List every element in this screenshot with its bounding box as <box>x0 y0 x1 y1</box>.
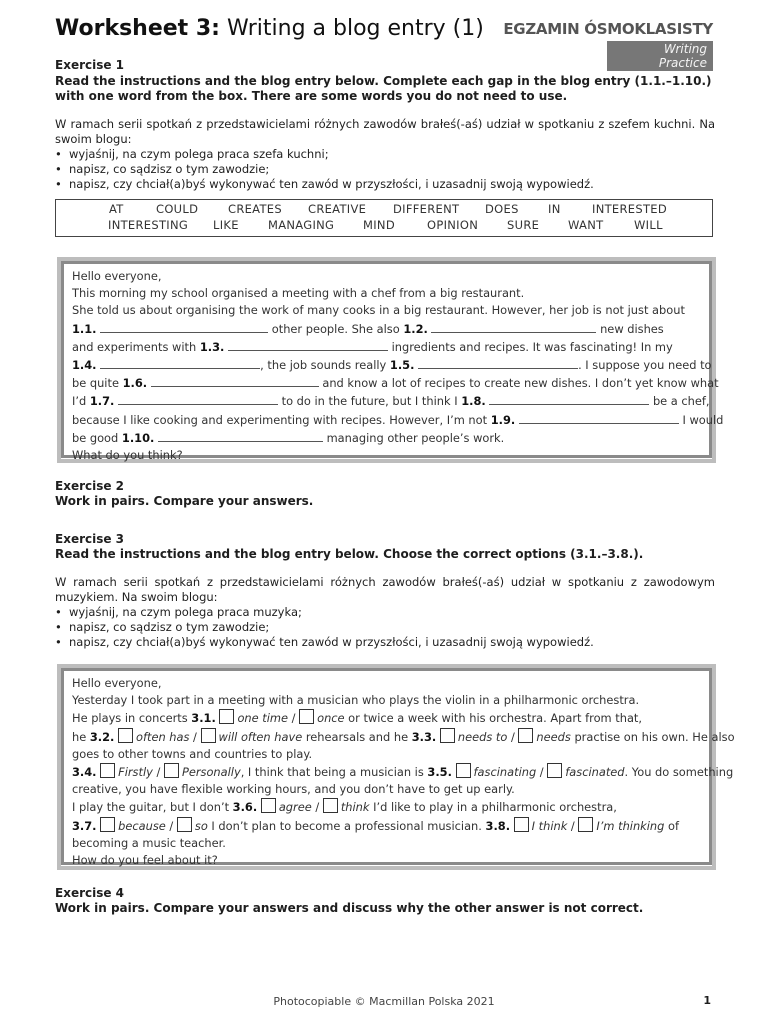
word-box-word: AT <box>109 202 124 216</box>
word-box-word: WANT <box>568 218 604 232</box>
gap-1-5[interactable] <box>418 356 578 369</box>
blog-line: be quite 1.6. and know a lot of recipes to create new dishes. I don’t yet know what <box>72 376 719 391</box>
blog-line: Hello everyone, <box>72 269 162 283</box>
exercise-3-instruction: Read the instructions and the blog entry below. Choose the correct options (3.1.–3.8.). <box>55 547 644 561</box>
blog-line: I’d 1.7. to do in the future, but I think I 1.8. be a chef, <box>72 394 710 409</box>
word-box <box>55 199 713 237</box>
option-checkbox[interactable] <box>177 817 192 832</box>
exercise-3-bullet: • wyjaśnij, na czym polega praca muzyka; <box>55 605 715 620</box>
option-checkbox[interactable] <box>514 817 529 832</box>
option-checkbox[interactable] <box>201 728 216 743</box>
blog-line: What do you think? <box>72 448 183 463</box>
blog-line: She told us about organising the work of many cooks in a big restaurant. However, her job is not just about <box>72 303 685 318</box>
option-checkbox[interactable] <box>100 763 115 778</box>
option-checkbox[interactable] <box>118 728 133 743</box>
brand-name: EGZAMIN ÓSMOKLASISTY <box>503 20 713 38</box>
word-box-word: INTERESTED <box>592 202 667 216</box>
exercise-2-heading: Exercise 2 <box>55 479 125 493</box>
option-checkbox[interactable] <box>261 798 276 813</box>
word-box-word: DOES <box>485 202 519 216</box>
blog-line: 3.7. because / so I don’t plan to become a professional musician. 3.8. I think / I’m thinking of <box>72 818 679 833</box>
word-box-word: SURE <box>507 218 540 232</box>
blog-line: he 3.2. often has / will often have rehearsals and he 3.3. needs to / needs practise on his own. He also <box>72 729 735 744</box>
option-checkbox[interactable] <box>164 763 179 778</box>
word-box-word: LIKE <box>213 218 239 232</box>
blog-line: Yesterday I took part in a meeting with a musician who plays the violin in a philharmonic orchestra. <box>72 693 640 708</box>
exercise-4-instruction: Work in pairs. Compare your answers and discuss why the other answer is not correct. <box>55 901 644 915</box>
word-box-word: OPINION <box>427 218 479 232</box>
gap-1-6[interactable] <box>151 374 319 387</box>
blog-line: Hello everyone, <box>72 676 162 690</box>
gap-1-7[interactable] <box>118 392 278 405</box>
blog-line: 3.4. Firstly / Personally, I think that being a musician is 3.5. fascinating / fascinated. You do something <box>72 765 734 780</box>
option-checkbox[interactable] <box>299 709 314 724</box>
exercise-1-bullet: • wyjaśnij, na czym polega praca szefa kuchni; <box>55 147 715 162</box>
blog-line: 1.4. , the job sounds really 1.5. . I suppose you need to <box>72 358 712 373</box>
option-checkbox[interactable] <box>100 817 115 832</box>
option-checkbox[interactable] <box>456 763 471 778</box>
word-box-word: COULD <box>156 202 199 216</box>
blog-line: I play the guitar, but I don’t 3.6. agree / think I’d like to play in a philharmonic orchestra, <box>72 800 617 815</box>
exercise-1-task-intro: W ramach serii spotkań z przedstawicielami różnych zawodów brałeś(-aś) udział w spotkaniu z szefem kuchni. Na swoim blogu: <box>55 117 715 146</box>
blog-line: because I like cooking and experimenting with recipes. However, I’m not 1.9. I would <box>72 412 724 427</box>
gap-1-1[interactable] <box>100 320 268 333</box>
exercise-3-task-intro: W ramach serii spotkań z przedstawicielami różnych zawodów brałeś(-aś) udział w spotkaniu z zawodowym muzykiem. Na swoim blogu: <box>55 575 715 604</box>
page-number: 1 <box>703 994 711 1007</box>
option-checkbox[interactable] <box>323 798 338 813</box>
blog-line: creative, you have flexible working hours, and you don’t have to get up early. <box>72 782 515 797</box>
gap-1-3[interactable] <box>228 338 388 351</box>
brand-subtitle: Writing Practice <box>607 41 713 71</box>
blog-entry-1-frame <box>57 257 724 463</box>
gap-1-4[interactable] <box>100 356 260 369</box>
word-box-word: DIFFERENT <box>393 202 460 216</box>
option-checkbox[interactable] <box>440 728 455 743</box>
exercise-3-task <box>55 575 715 650</box>
option-checkbox[interactable] <box>518 728 533 743</box>
page-title: Worksheet 3: Writing a blog entry (1) <box>55 16 484 41</box>
exercise-3-bullet: • napisz, co sądzisz o tym zawodzie; <box>55 620 715 635</box>
word-box-word: WILL <box>634 218 663 232</box>
word-box-word: MIND <box>363 218 395 232</box>
exercise-1-instruction: Read the instructions and the blog entry below. Complete each gap in the blog entry (1.1.–1.10.) with one word from the box. There are some words you do not need to use. <box>55 74 712 103</box>
blog-line: 1.1. other people. She also 1.2. new dishes <box>72 321 664 336</box>
exercise-3-bullet: • napisz, czy chciał(a)byś wykonywać ten zawód w przyszłości, i uzasadnij swoją wypowiedź. <box>55 635 715 650</box>
exercise-1-bullet: • napisz, czy chciał(a)byś wykonywać ten zawód w przyszłości, i uzasadnij swoją wypowiedź. <box>55 177 715 192</box>
option-checkbox[interactable] <box>578 817 593 832</box>
gap-1-8[interactable] <box>489 392 649 405</box>
word-box-word: INTERESTING <box>108 218 189 232</box>
exercise-1-bullet: • napisz, co sądzisz o tym zawodzie; <box>55 162 715 177</box>
exercise-2-instruction: Work in pairs. Compare your answers. <box>55 494 314 508</box>
exercise-4-heading: Exercise 4 <box>55 886 125 900</box>
gap-1-10[interactable] <box>158 429 323 442</box>
word-box-word: CREATIVE <box>308 202 367 216</box>
blog-line: becoming a music teacher. <box>72 835 226 850</box>
option-checkbox[interactable] <box>219 709 234 724</box>
option-checkbox[interactable] <box>547 763 562 778</box>
footer-copyright: Photocopiable © Macmillan Polska 2021 <box>273 995 495 1008</box>
blog-line: be good 1.10. managing other people’s work. <box>72 430 505 445</box>
brand-block <box>503 20 713 71</box>
gap-1-9[interactable] <box>519 411 679 424</box>
blog-line: How do you feel about it? <box>72 853 218 868</box>
blog-line: This morning my school organised a meeting with a chef from a big restaurant. <box>72 286 525 301</box>
blog-line: He plays in concerts 3.1. one time / once or twice a week with his orchestra. Apart from that, <box>72 711 643 726</box>
blog-line: goes to other towns and countries to play. <box>72 746 313 761</box>
gap-1-2[interactable] <box>431 320 596 333</box>
blog-line: and experiments with 1.3. ingredients and recipes. It was fascinating! In my <box>72 339 673 354</box>
word-box-word: CREATES <box>228 202 282 216</box>
exercise-3-heading: Exercise 3 <box>55 532 125 546</box>
word-box-word: IN <box>548 202 561 216</box>
exercise-1-heading: Exercise 1 <box>55 58 125 72</box>
blog-entry-3-frame <box>57 664 735 870</box>
word-box-word: MANAGING <box>268 218 335 232</box>
exercise-1-task <box>55 117 715 192</box>
